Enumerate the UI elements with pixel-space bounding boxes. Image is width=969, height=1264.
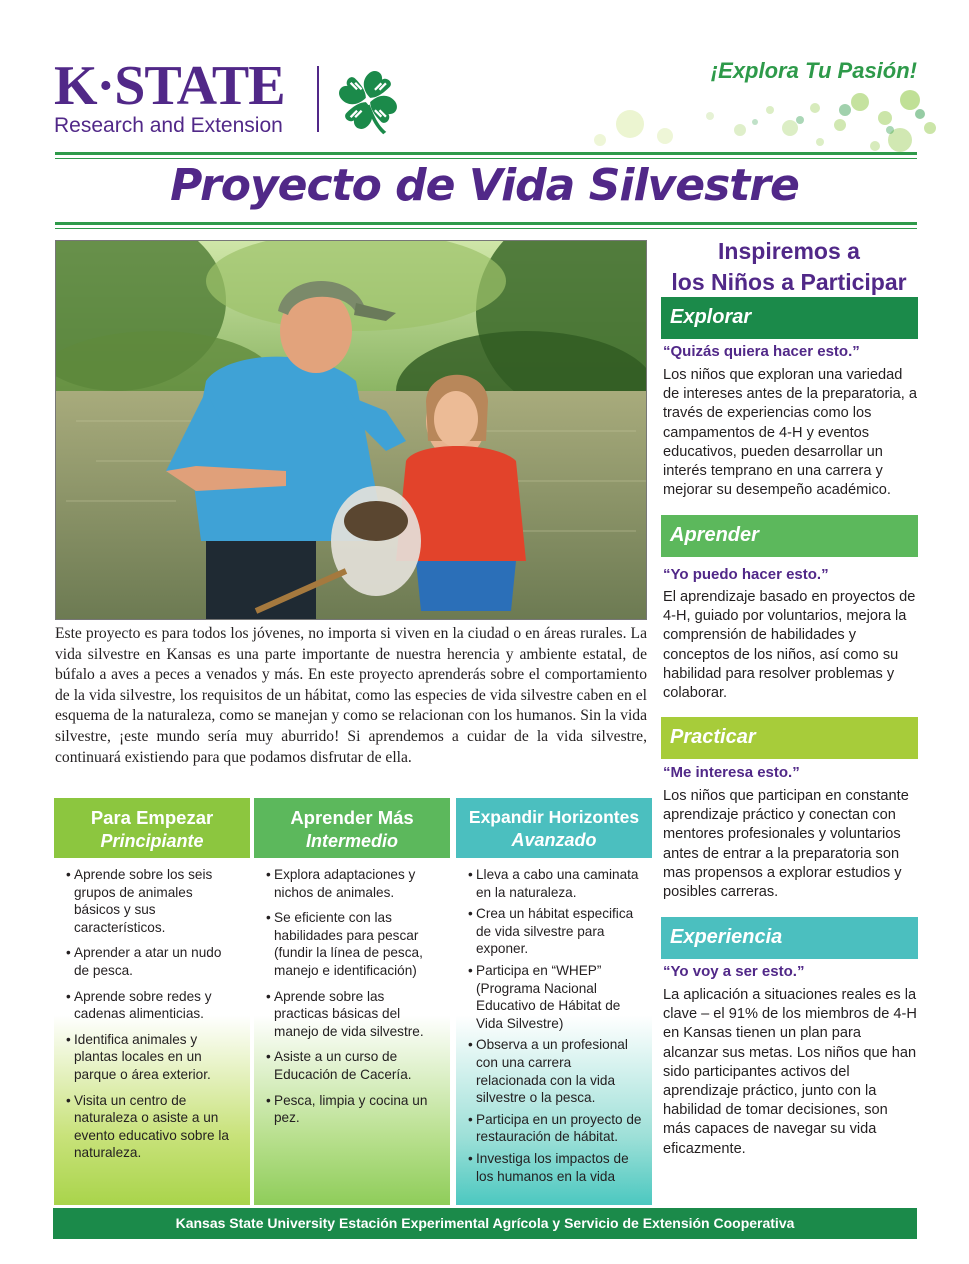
level-advanced-list	[468, 866, 642, 1185]
hero-photo	[55, 240, 647, 620]
footer-bar: Kansas State University Estación Experimental Agrícola y Servicio de Extensión Cooperativa	[53, 1208, 917, 1239]
list-item: • Observa a un profesional con una carrera relacionada con la vida silvestre o la pesca.	[468, 1036, 642, 1106]
section-heading-aprender: Aprender	[661, 515, 918, 557]
title-rule-bottom	[55, 222, 917, 225]
level-title: Aprender Más	[290, 807, 414, 828]
brand-sub: Research and Extension	[54, 114, 283, 137]
level-advanced	[456, 798, 652, 1205]
list-item: • Aprender a atar un nudo de pesca.	[66, 944, 240, 979]
logo-divider	[317, 66, 319, 132]
list-item: • Se eficiente con las habilidades para pescar (fundir la línea de pesca, manejo e identificación)	[266, 909, 440, 979]
level-intermediate-body	[254, 860, 450, 1205]
sidebar-title	[660, 236, 918, 298]
photo-illustration	[56, 241, 647, 620]
level-title: Expandir Horizontes	[468, 807, 640, 827]
level-beginner-list	[66, 866, 240, 1162]
title-rule-top-thin	[55, 158, 917, 159]
section-text-experiencia: La aplicación a situaciones reales es la clave – el 91% de los miembros de 4-H en Kansas tienen un plan para alcanzar sus metas. Los niños que han sido participantes activos del aprendizaje práctico, junto con la habilidad de tomar decisiones, son más capaces de navegar su vida eficazmente.	[663, 987, 917, 1157]
list-item: • Asiste a un curso de Educación de Cacería.	[266, 1048, 440, 1083]
list-item: • Aprende sobre los seis grupos de animales básicos y sus característicos.	[66, 866, 240, 936]
section-text-explorar: Los niños que exploran una variedad de intereses antes de la preparatoria, a través de experiencias como los campamentos de 4-H y eventos educativos, pueden desarrollar un interés temprano en una carrera y mejorar su desempeño académico.	[663, 367, 917, 499]
section-quote-practicar: “Me interesa esto.”	[663, 764, 800, 781]
four-leaf-clover-icon	[330, 62, 406, 138]
title-rule-bottom-thin	[55, 228, 917, 229]
level-subtitle: Principiante	[100, 831, 204, 851]
brand-main: K·STATE	[54, 55, 285, 117]
list-item: • Aprende sobre las practicas básicas del manejo de vida silvestre.	[266, 988, 440, 1041]
section-heading-explorar: Explorar	[661, 297, 918, 339]
level-advanced-header	[456, 798, 652, 858]
list-item: • Investiga los impactos de los humanos en la vida	[468, 1150, 642, 1185]
level-intermediate	[254, 798, 450, 1205]
level-subtitle: Avanzado	[511, 830, 597, 850]
section-heading-experiencia: Experiencia	[661, 917, 918, 959]
sidebar-title-line2: los Niños a Participar	[671, 269, 907, 295]
level-beginner-body	[54, 860, 250, 1205]
page-title: Proyecto de Vida Silvestre	[170, 160, 799, 211]
level-title: Para Empezar	[90, 807, 214, 828]
section-quote-experiencia: “Yo voy a ser esto.”	[663, 963, 805, 980]
section-heading-practicar: Practicar	[661, 717, 918, 759]
level-beginner-header	[54, 798, 250, 858]
list-item: • Visita un centro de naturaleza o asiste a un evento educativo sobre la naturaleza.	[66, 1092, 240, 1162]
section-quote-aprender: “Yo puedo hacer esto.”	[663, 566, 829, 583]
section-text-practicar: Los niños que participan en constante aprendizaje práctico y conectan con mentores profesionales y voluntarios antes de entrar a la preparatoria son mas propensos a explorar estudios y posibles carreras.	[663, 788, 909, 901]
kstate-logo	[54, 55, 304, 138]
level-advanced-body	[456, 860, 652, 1205]
level-intermediate-header	[254, 798, 450, 858]
section-text-aprender: El aprendizaje basado en proyectos de 4-H, guiado por voluntarios, mejora la comprensión de habilidades y conceptos de los niños, así como su habilidad para resolver problemas y colaborar.	[663, 589, 916, 702]
list-item: • Aprende sobre redes y cadenas alimenticias.	[66, 988, 240, 1023]
tagline: ¡Explora Tu Pasión!	[710, 58, 917, 83]
list-item: • Identifica animales y plantas locales en un parque o área exterior.	[66, 1031, 240, 1084]
level-intermediate-list	[266, 866, 440, 1127]
list-item: • Pesca, limpia y cocina un pez.	[266, 1092, 440, 1127]
intro-paragraph: Este proyecto es para todos los jóvenes, no importa si viven en la ciudad o en áreas rurales. La vida silvestre en Kansas es una parte importante de nuestra herencia y ambiente estatal, de búfalo a aves a peces a venados y más. En este proyecto aprenderás sobre el comportamiento de la vida silvestre, los requisitos de un hábitat, como las especies de vida silvestre caben en el esquema de la naturaleza, como se manejan y como se relacionan con los humanos. Sin la vida silvestre, ¡este mundo sería muy aburrido! Si aprendemos a cuidar de la vida silvestre, continuará existiendo para que podamos disfrutar de ella.	[55, 625, 647, 766]
section-quote-explorar: “Quizás quiera hacer esto.”	[663, 343, 860, 360]
level-beginner	[54, 798, 250, 1205]
list-item: • Explora adaptaciones y nichos de animales.	[266, 866, 440, 901]
level-subtitle: Intermedio	[305, 831, 398, 851]
sidebar-title-line1: Inspiremos a	[718, 238, 860, 264]
title-rule-top	[55, 152, 917, 155]
list-item: • Crea un hábitat especifica de vida silvestre para exponer.	[468, 905, 642, 958]
list-item: • Participa en “WHEP” (Programa Nacional Educativo de Hábitat de Vida Silvestre)	[468, 962, 642, 1032]
list-item: • Lleva a cabo una caminata en la naturaleza.	[468, 866, 642, 901]
list-item: • Participa en un proyecto de restauración de hábitat.	[468, 1111, 642, 1146]
